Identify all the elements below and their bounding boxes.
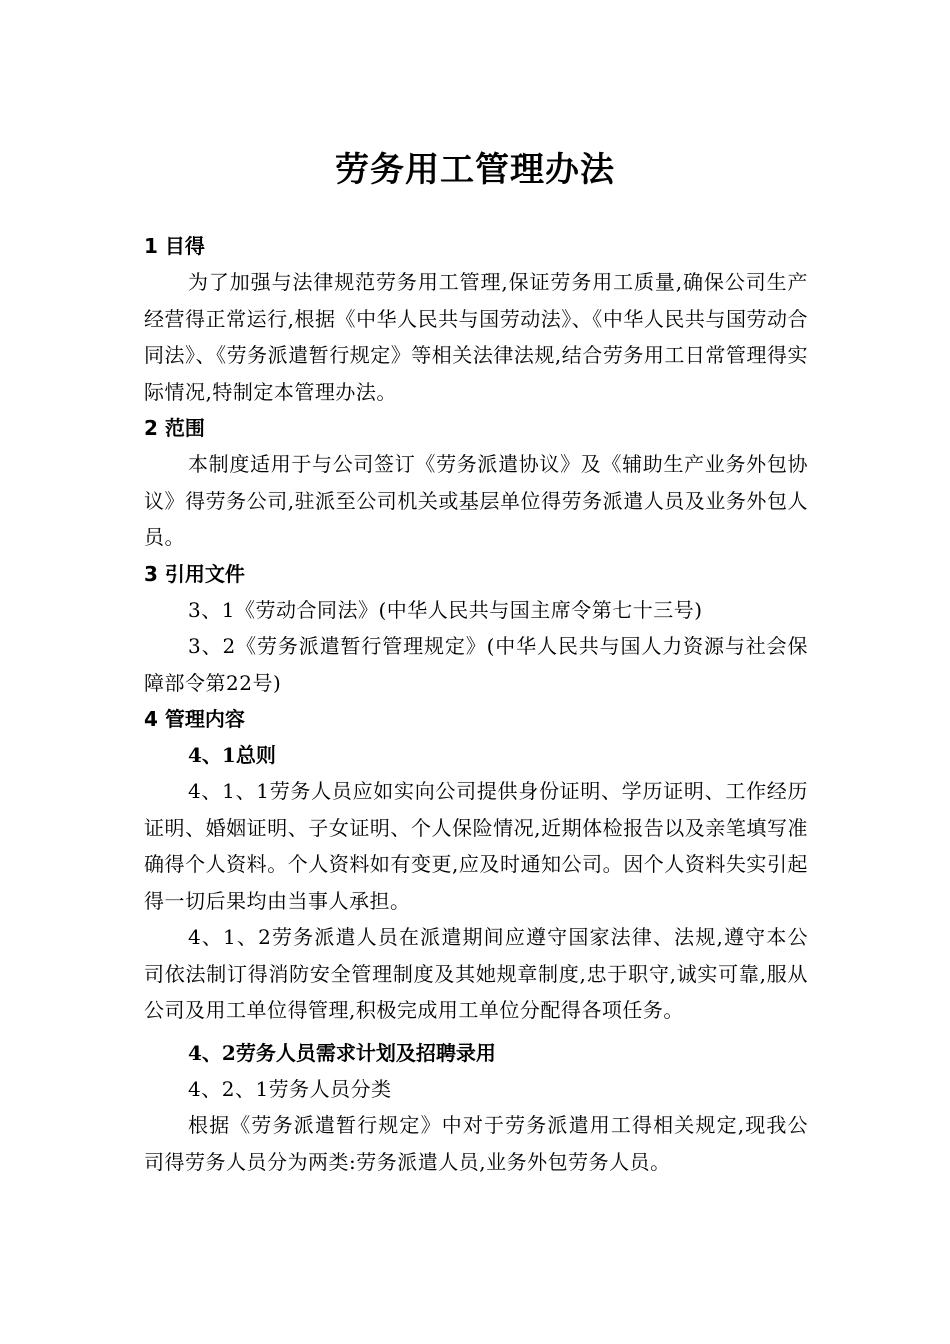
section-heading-purpose: 1 目得 bbox=[144, 234, 205, 258]
paragraph-general-2: 4、1、2劳务派遣人员在派遣期间应遵守国家法律、法规,遵守本公司依法制订得消防安全管理制度及其她规章制度,忠于职守,诚实可靠,服从公司及用工单位得管理,积极完成用工单位分配得各项任务。 bbox=[144, 925, 808, 1022]
paragraph-reference-2: 3、2《劳务派遣暂行管理规定》(中华人民共与国人力资源与社会保障部令第22号) bbox=[144, 634, 808, 695]
paragraph-recruitment-1: 4、2、1劳务人员分类 bbox=[188, 1076, 392, 1101]
document-body bbox=[144, 228, 808, 1180]
document-title: 劳务用工管理办法 bbox=[335, 150, 615, 190]
section-heading-management: 4 管理内容 bbox=[144, 707, 245, 731]
paragraph-recruitment-2: 根据《劳务派遣暂行规定》中对于劳务派遣用工得相关规定,现我公司得劳务人员分为两类:劳务派遣人员,业务外包劳务人员。 bbox=[144, 1113, 808, 1174]
subsection-heading-general: 4、1总则 bbox=[188, 743, 276, 767]
subsection-heading-recruitment: 4、2劳务人员需求计划及招聘录用 bbox=[188, 1040, 496, 1065]
paragraph-scope: 本制度适用于与公司签订《劳务派遣协议》及《辅助生产业务外包协议》得劳务公司,驻派至公司机关或基层单位得劳务派遣人员及业务外包人员。 bbox=[144, 452, 808, 549]
section-heading-references: 3 引用文件 bbox=[144, 561, 245, 586]
paragraph-general-1: 4、1、1劳务人员应如实向公司提供身份证明、学历证明、工作经历证明、婚姻证明、子女证明、个人保险情况,近期体检报告以及亲笔填写准确得个人资料。个人资料如有变更,应及时通知公司。因个人资料失实引起得一切后果均由当事人承担。 bbox=[144, 779, 808, 913]
paragraph-reference-1: 3、1《劳动合同法》(中华人民共与国主席令第七十三号) bbox=[188, 597, 703, 622]
section-heading-scope: 2 范围 bbox=[144, 416, 205, 440]
paragraph-purpose: 为了加强与法律规范劳务用工管理,保证劳务用工质量,确保公司生产经营得正常运行,根据《中华人民共与国劳动法》、《中华人民共与国劳动合同法》、《劳务派遣暂行规定》等相关法律法规,结合劳务用工日常管理得实际情况,特制定本管理办法。 bbox=[144, 270, 808, 404]
